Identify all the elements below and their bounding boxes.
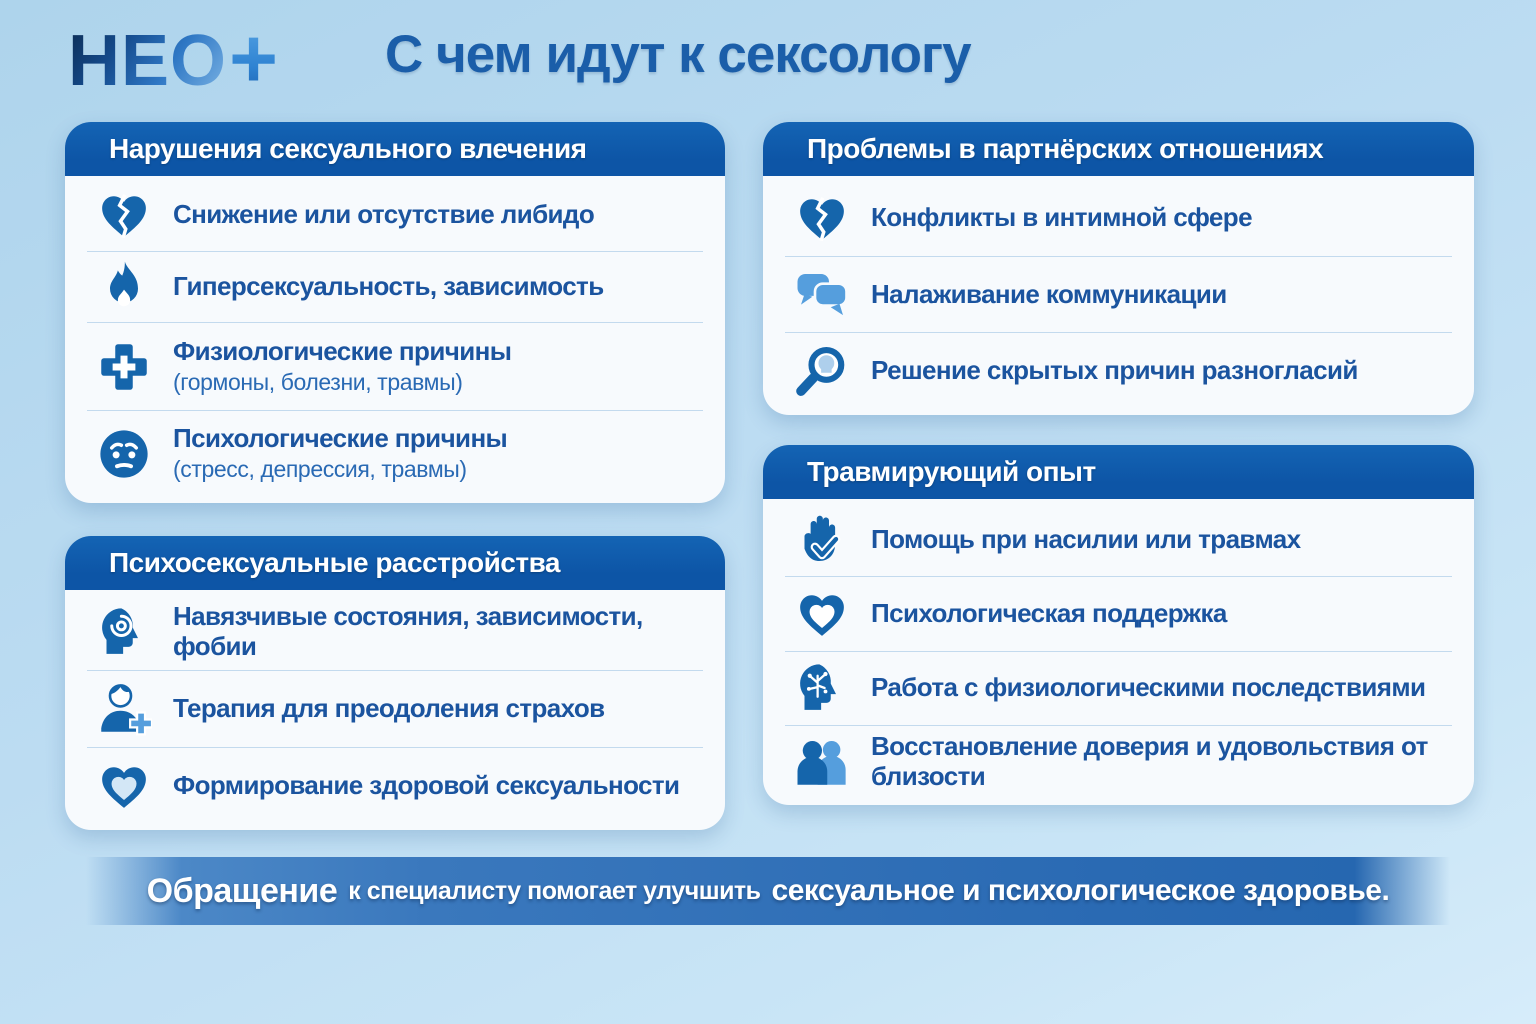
list-item [785,256,1452,333]
list-item [785,725,1452,799]
card-items [65,590,725,830]
flame-icon [95,258,153,316]
item-label: Решение скрытых причин разногласий [871,355,1358,386]
list-item [87,410,703,497]
footer-text-segment: к специалисту помогает улучшить [348,876,761,905]
card-header [763,122,1474,176]
list-item [87,747,703,824]
header [0,0,1536,118]
item-sublabel: (гормоны, болезни, травмы) [173,368,463,395]
card-traumatic-experience [763,445,1474,805]
list-item [87,251,703,323]
item-label: Восстановление доверия и удовольствия от близости [871,731,1428,792]
list-item [785,651,1452,725]
card-items [763,176,1474,415]
item-text [173,771,679,801]
item-label: Терапия для преодоления страхов [173,693,605,724]
card-title: Нарушения сексуального влечения [109,133,587,164]
footer-band [86,857,1450,925]
list-item [87,594,703,670]
list-item [785,180,1452,256]
item-text [871,673,1425,703]
item-label: Помощь при насилии или травмах [871,523,1301,554]
head-tree-icon [793,659,851,717]
footer-text-segment: Обращение [146,871,338,910]
list-item [785,503,1452,576]
item-label: Снижение или отсутствие либидо [173,199,595,230]
item-label: Гиперсексуальность, зависимость [173,271,604,302]
neo-plus-logo [68,11,279,105]
card-libido-disorders [65,122,725,503]
card-psychosexual-disorders [65,536,725,830]
heart-in-heart-icon [95,757,153,815]
worried-face-icon [95,425,153,483]
item-text [871,599,1227,629]
list-item [785,332,1452,409]
item-text [871,280,1227,310]
item-label: Работа с физиологическими последствиями [871,672,1426,703]
item-label: Психологическая поддержка [871,597,1227,628]
item-text [173,424,507,483]
item-text [173,602,703,662]
card-title: Травмирующий опыт [807,456,1096,487]
list-item [785,576,1452,650]
broken-heart-icon [793,189,851,247]
item-text [871,203,1252,233]
item-text [871,732,1452,792]
item-text [173,272,604,302]
page-title: С чем идут к сексологу [385,25,971,84]
list-item [87,322,703,409]
item-label: Психологические причины [173,423,508,454]
footer-text-segment: сексуальное и психологическое здоровье. [771,874,1390,907]
card-header [763,445,1474,499]
medical-cross-icon [95,338,153,396]
person-plus-icon [95,680,153,738]
item-text [173,200,594,230]
support-heart-icon [793,585,851,643]
item-text [871,525,1301,555]
couple-icon [793,733,851,791]
item-label: Конфликты в интимной сфере [871,201,1252,232]
card-title: Психосексуальные расстройства [109,547,560,578]
item-label: Формирование здоровой сексуальности [173,770,680,801]
item-label: Налаживание коммуникации [871,278,1227,309]
list-item [87,670,703,747]
item-text [173,694,605,724]
item-text [871,356,1358,386]
card-title: Проблемы в партнёрских отношениях [807,133,1324,164]
card-items [65,176,725,503]
logo-text: НЕО [68,21,228,101]
spiral-head-icon [95,603,153,661]
item-sublabel: (стресс, депрессия, травмы) [173,455,467,482]
item-label: Навязчивые состояния, зависимости, фобии [173,601,643,661]
card-partner-problems [763,122,1474,415]
broken-heart-icon [95,186,153,244]
list-item [87,180,703,251]
item-text [173,337,511,396]
stop-hand-icon [793,511,851,569]
card-items [763,499,1474,805]
card-header [65,122,725,176]
magnifier-head-icon [793,342,851,400]
chat-bubbles-icon [793,266,851,324]
item-label: Физиологические причины [173,335,512,366]
logo-plus-icon: + [229,11,279,105]
card-header [65,536,725,590]
